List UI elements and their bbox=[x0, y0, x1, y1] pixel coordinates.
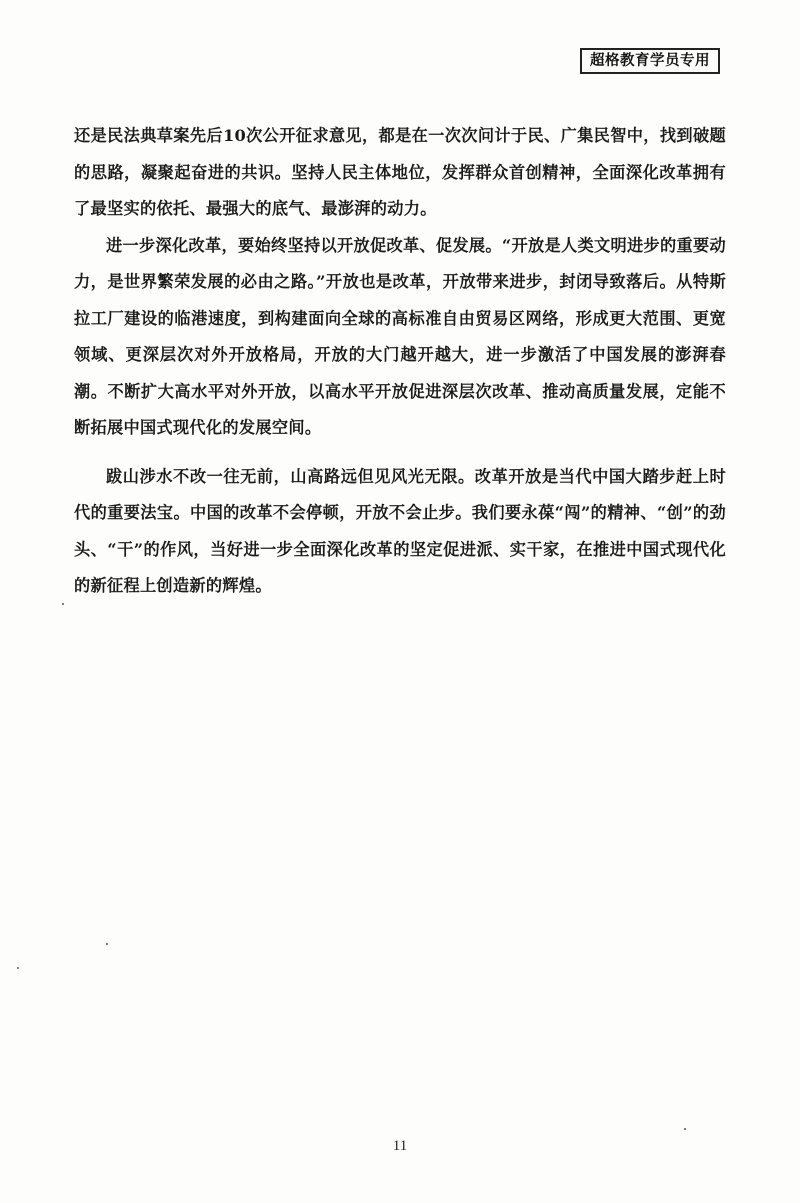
scan-speck bbox=[17, 967, 19, 969]
scan-speck bbox=[62, 603, 64, 605]
document-body bbox=[74, 118, 726, 605]
scan-speck bbox=[106, 943, 108, 945]
paragraph-2: 进一步深化改革，要始终坚持以开放促改革、促发展。“开放是人类文明进步的重要动力，是世界繁荣发展的必由之路。”开放也是改革，开放带来进步，封闭导致落后。从特斯拉工厂建设的临港速度，到构建面向全球的高标准自由贸易区网络，形成更大范围、更宽领域、更深层次对外开放格局，开放的大门越开越大，进一步激活了中国发展的澎湃春潮。不断扩大高水平对外开放，以高水平开放促进深层次改革、推动高质量发展，定能不断拓展中国式现代化的发展空间。 bbox=[74, 235, 726, 437]
page-number: 11 bbox=[392, 1138, 408, 1154]
header-badge: 超格教育学员专用 bbox=[580, 48, 720, 74]
scan-speck bbox=[684, 1128, 686, 1130]
paragraph-3: 跋山涉水不改一往无前，山高路远但见风光无限。改革开放是当代中国大踏步赶上时代的重要法宝。中国的改革不会停顿，开放不会止步。我们要永葆“闯”的精神、“创”的劲头、“干”的作风，当好进一步全面深化改革的坚定促进派、实干家，在推进中国式现代化的新征程上创造新的辉煌。 bbox=[74, 466, 726, 595]
paragraph-1: 还是民法典草案先后10次公开征求意见，都是在一次次问计于民、广集民智中，找到破题的思路，凝聚起奋进的共识。坚持人民主体地位，发挥群众首创精神，全面深化改革拥有了最坚实的依托、最强大的底气、最澎湃的动力。 bbox=[74, 126, 726, 218]
